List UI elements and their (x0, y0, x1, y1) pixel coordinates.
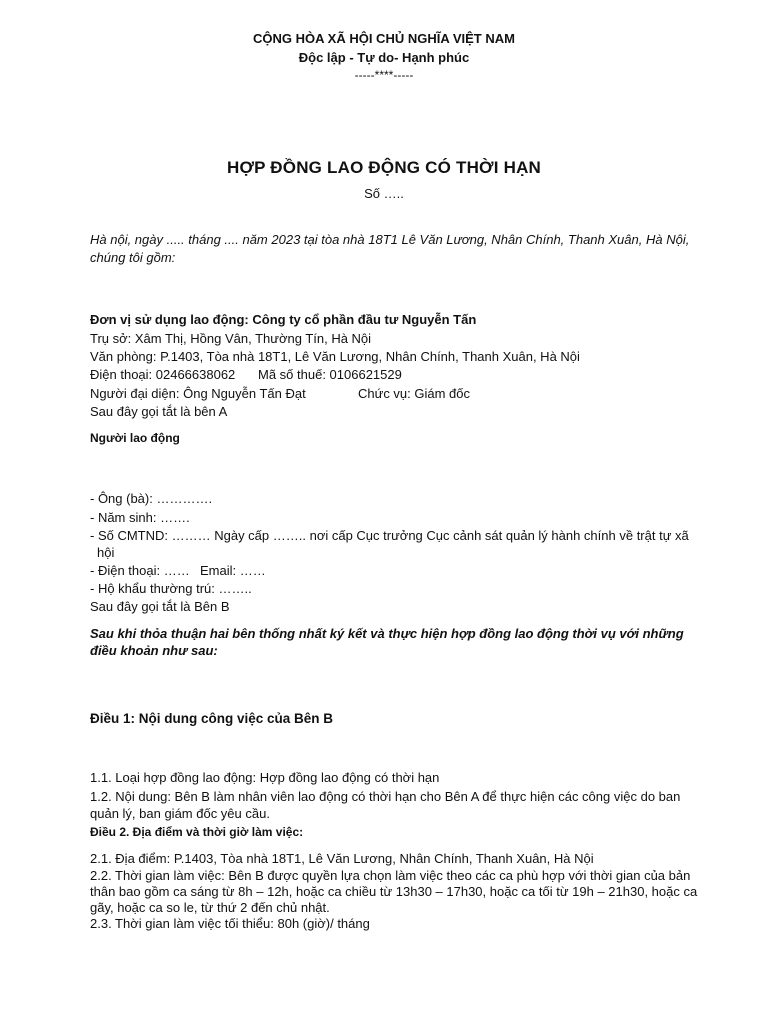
agreement-line-2: điều khoản như sau: (90, 643, 218, 658)
employee-alias: Sau đây gọi tắt là Bên B (90, 599, 230, 614)
article-1-item-2-line-1: 1.2. Nội dung: Bên B làm nhân viên lao động có thời hạn cho Bên A để thực hiện các công việc do ban (90, 789, 681, 804)
employer-address: Trụ sở: Xâm Thị, Hồng Vân, Thường Tín, Hà Nội (90, 331, 372, 346)
article-1-heading: Điều 1: Nội dung công việc của Bên B (90, 711, 334, 726)
employer-position: Chức vụ: Giám đốc (358, 386, 471, 401)
article-2-item-2-line-2: thân bao gồm ca sáng từ 8h – 12h, hoặc ca chiều từ 13h30 – 17h30, hoặc ca tối từ 19h – 21h30, hoặc ca (90, 884, 698, 899)
national-motto: Độc lập - Tự do- Hạnh phúc (298, 50, 470, 65)
employee-email: Email: …… (200, 563, 266, 578)
employer-alias: Sau đây gọi tắt là bên A (90, 404, 228, 419)
employee-name: - Ông (bà): …………. (90, 491, 213, 506)
employer-phone: Điện thoại: 02466638062 (90, 367, 236, 382)
agreement-line-1: Sau khi thỏa thuận hai bên thống nhất ký kết và thực hiện hợp đồng lao động thời vụ với những (90, 626, 684, 641)
article-2-item-3: 2.3. Thời gian làm việc tối thiểu: 80h (giờ)/ tháng (90, 916, 370, 931)
header-divider: -----****----- (354, 68, 414, 82)
article-1-item-2-line-2: quản lý, ban giám đốc yêu cầu. (90, 806, 270, 821)
employee-id-line-2: hội (97, 545, 115, 560)
article-1-item-1: 1.1. Loại hợp đồng lao động: Hợp đồng lao động có thời hạn (90, 770, 440, 785)
employer-tax-code: Mã số thuế: 0106621529 (258, 367, 402, 382)
employer-representative: Người đại diện: Ông Nguyễn Tấn Đạt (90, 386, 306, 401)
employee-phone: - Điện thoại: …… (90, 563, 190, 578)
article-2-heading: Điều 2. Địa điểm và thời giờ làm việc: (90, 825, 304, 839)
intro-line-2: chúng tôi gồm: (90, 250, 176, 265)
employee-residence: - Hộ khẩu thường trú: …….. (90, 581, 252, 596)
employee-birth-year: - Năm sinh: ……. (90, 510, 190, 525)
employer-office: Văn phòng: P.1403, Tòa nhà 18T1, Lê Văn Lương, Nhân Chính, Thanh Xuân, Hà Nội (90, 349, 580, 364)
contract-number: Số ….. (364, 186, 404, 201)
employer-heading: Đơn vị sử dụng lao động: Công ty cổ phần đầu tư Nguyễn Tấn (90, 312, 477, 327)
article-2-item-2-line-1: 2.2. Thời gian làm việc: Bên B được quyền lựa chọn làm việc theo các ca phù hợp với thời gian của bản (90, 868, 691, 883)
national-header: CỘNG HÒA XÃ HỘI CHỦ NGHĨA VIỆT NAM (253, 31, 515, 46)
employee-id-line-1: - Số CMTND: ……… Ngày cấp …….. nơi cấp Cục trưởng Cục cảnh sát quản lý hành chính về trật tự xã (90, 528, 689, 543)
article-2-item-1: 2.1. Địa điểm: P.1403, Tòa nhà 18T1, Lê Văn Lương, Nhân Chính, Thanh Xuân, Hà Nội (90, 851, 594, 866)
intro-line-1: Hà nội, ngày ..... tháng .... năm 2023 tại tòa nhà 18T1 Lê Văn Lương, Nhân Chính, Thanh Xuân, Hà Nội, (90, 232, 690, 247)
document-title: HỢP ĐỒNG LAO ĐỘNG CÓ THỜI HẠN (226, 158, 542, 177)
article-2-item-2-line-3: gãy, hoặc ca so le, từ thứ 2 đến chủ nhật. (90, 900, 330, 915)
employee-heading: Người lao động (90, 431, 180, 445)
